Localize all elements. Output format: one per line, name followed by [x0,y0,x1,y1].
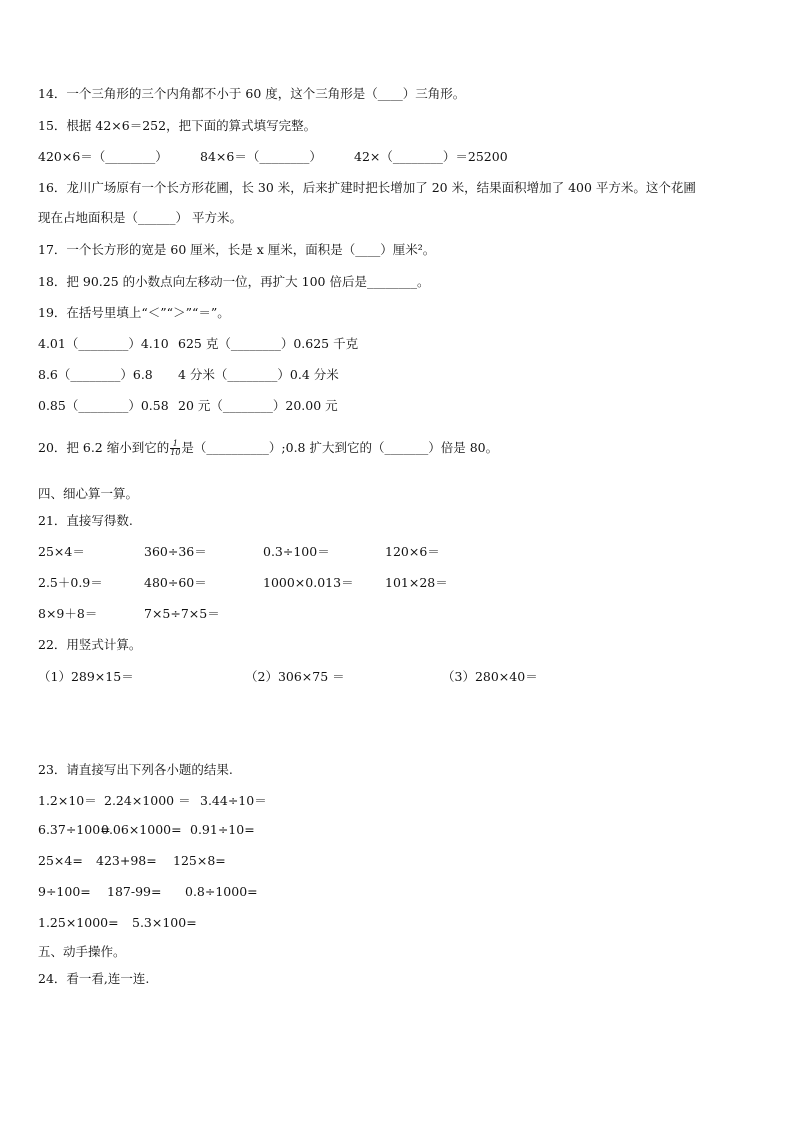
question-14: 14．一个三角形的三个内角都不小于 60 度，这个三角形是（____）三角形。 [38,86,466,101]
question-19-cell: 8.6（________）6.8 [38,367,153,382]
question-23-cell: 3.44÷10＝ [200,793,267,808]
question-19-title: 19．在括号里填上“＜”“＞”“＝”。 [38,305,230,320]
question-21-cell: 101×28＝ [385,575,448,590]
question-19-cell: 0.85（________）0.58 [38,398,169,413]
question-15-item: 84×6＝（________） [200,149,322,164]
fraction-denominator: 10 [170,448,181,457]
question-19-cell: 20 元（________）20.00 元 [178,398,338,413]
question-22-item: （2）306×75 ＝ [245,669,345,684]
question-23-cell: 187-99= [107,884,162,899]
question-21-cell: 25×4＝ [38,544,85,559]
question-21-cell: 1000×0.013＝ [263,575,354,590]
question-18: 18．把 90.25 的小数点向左移动一位，再扩大 100 倍后是________。 [38,274,430,289]
question-21-cell: 480÷60＝ [144,575,207,590]
question-21-title: 21．直接写得数. [38,513,133,528]
question-23-cell: 0.91÷10= [190,822,255,837]
question-21-cell: 120×6＝ [385,544,440,559]
question-23-cell: 125×8= [173,853,226,868]
question-21-cell: 8×9＋8＝ [38,606,98,621]
question-23-cell: 5.3×100= [132,915,197,930]
question-24: 24．看一看,连一连. [38,971,150,986]
question-19-cell: 625 克（________）0.625 千克 [178,336,359,351]
question-20-suffix: 是（__________）;0.8 扩大到它的（_______）倍是 80。 [181,440,499,455]
question-19-cell: 4.01（________）4.10 [38,336,169,351]
question-23-cell: 0.06×1000= [101,822,182,837]
question-23-cell: 1.2×10＝ [38,793,97,808]
fraction-numerator: 1 [170,440,180,449]
question-23-cell: 1.25×1000= [38,915,119,930]
question-22-item: （3）280×40＝ [442,669,538,684]
question-22-title: 22．用竖式计算。 [38,637,142,652]
question-23-title: 23．请直接写出下列各小题的结果. [38,762,233,777]
question-21-cell: 0.3÷100＝ [263,544,330,559]
question-23-cell: 423+98= [96,853,157,868]
question-23-cell: 25×4= [38,853,83,868]
question-23-cell: 9÷100= [38,884,91,899]
question-15-item: 42×（________）＝25200 [354,149,508,164]
question-21-cell: 7×5÷7×5＝ [144,606,220,621]
section-5-heading: 五、动手操作。 [38,944,126,959]
question-15-title: 15．根据 42×6＝252，把下面的算式填写完整。 [38,118,317,133]
section-4-heading: 四、细心算一算。 [38,486,139,501]
question-15-item: 420×6＝（________） [38,149,168,164]
question-23-cell: 0.8÷1000= [185,884,258,899]
question-22-item: （1）289×15＝ [38,669,134,684]
question-21-cell: 360÷36＝ [144,544,207,559]
question-20-prefix: 20．把 6.2 缩小到它的 [38,440,170,455]
question-19-cell: 4 分米（________）0.4 分米 [178,367,339,382]
question-20 [38,438,498,457]
fraction-one-tenth [170,440,180,457]
question-17: 17．一个长方形的宽是 60 厘米，长是 x 厘米，面积是（____）厘米²。 [38,242,436,257]
question-16-line2: 现在占地面积是（______） 平方米。 [38,210,242,225]
question-23-cell: 6.37÷100= [38,822,111,837]
question-16-line1: 16．龙川广场原有一个长方形花圃，长 30 米，后来扩建时把长增加了 20 米，结果面积增加了 400 平方米。这个花圃 [38,180,696,195]
question-21-cell: 2.5＋0.9＝ [38,575,103,590]
question-23-cell: 2.24×1000 ＝ [104,793,191,808]
